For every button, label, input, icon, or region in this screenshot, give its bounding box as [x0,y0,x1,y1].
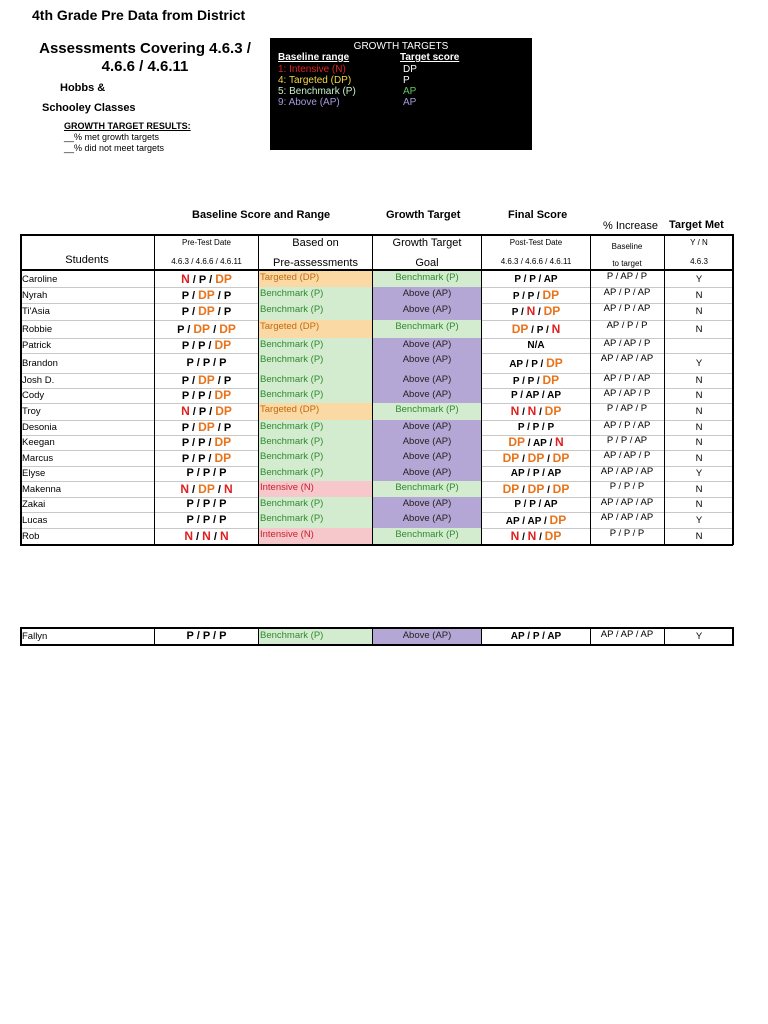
target-met: Y [695,273,703,285]
pre-test-scores: P / P / DP [181,450,232,465]
student-name: Fallyn [22,631,48,642]
col-pct-increase: % Increase [603,220,659,232]
baseline-range: Benchmark (P) [259,466,373,481]
pre-test-scores: N / DP / N [180,481,233,496]
pre-test-scores: N / P / DP [181,404,232,418]
page-title [30,40,260,76]
target-met: N [695,289,703,301]
growth-goal: Above (AP) [373,420,481,435]
final-scores: DP / DP / DP [502,450,570,465]
hdr-post-test-date: Post-Test Date [509,238,563,247]
growth-goal: Above (AP) [373,450,481,466]
growth-goal: Above (AP) [373,373,481,388]
final-scores: P / P / AP [514,273,558,285]
legend-target-0: DP [403,64,417,75]
hdr-met-std: 4.6.3 [690,257,708,266]
final-scores: DP / DP / DP [502,481,570,496]
pre-test-scores: P / P / P [186,498,227,510]
student-name: Caroline [22,273,58,285]
target-met: Y [695,514,703,526]
pct-increase: AP / AP / AP [600,353,654,364]
final-scores: P / P / DP [512,287,560,302]
pct-increase: AP / AP / P [603,450,651,461]
column-divider [664,234,665,545]
growth-goal: Above (AP) [373,287,481,303]
final-scores: AP / AP / DP [505,512,567,527]
pct-increase: AP / AP / P [603,388,651,399]
growth-goal: Benchmark (P) [373,481,481,497]
pct-increase: AP / AP / P [603,338,651,349]
baseline-range: Benchmark (P) [259,287,373,303]
student-name: Patrick [22,340,52,351]
final-scores: P / N / DP [511,304,561,318]
pre-test-scores: P / DP / P [181,373,232,387]
col-target-met: Target Met [669,219,724,231]
teacher-line-2: Schooley Classes [42,102,136,114]
pre-test-scores: P / P / DP [181,388,232,402]
pct-increase: P / AP / P [606,271,648,282]
target-met: N [695,483,703,495]
final-scores: P / AP / AP [510,390,562,401]
final-scores: P / P / DP [512,373,560,387]
baseline-range: Benchmark (P) [259,388,373,403]
extra-column-divider [590,627,591,646]
pre-test-scores: P / DP / DP [177,321,236,336]
extra-row-bottom-border [20,644,733,646]
growth-goal: Above (AP) [373,353,481,373]
pre-test-scores: P / P / P [186,356,227,369]
pct-increase: AP / AP / AP [600,629,654,640]
pre-test-scores: P / P / P [186,467,227,479]
target-met: N [695,375,703,386]
hdr-pre-assessments: Pre-assessments [273,257,358,269]
student-name: Robbie [22,323,53,335]
student-name: Keegan [22,437,55,448]
student-name: Ti'Asia [22,306,50,317]
baseline-range: Intensive (N) [259,481,373,497]
target-met: N [695,390,703,401]
pct-increase: P / P / P [609,528,645,539]
pre-test-scores: P / DP / P [181,420,232,434]
pct-increase: AP / AP / AP [600,512,654,523]
extra-column-divider [664,627,665,646]
hdr-growth-goal-1: Growth Target [392,237,462,249]
final-scores: N / N / DP [510,404,562,418]
legend-target-2: AP [403,86,417,97]
hdr-baseline-1: Baseline [611,242,643,251]
target-met: N [695,306,703,317]
final-scores: DP / AP / N [508,435,564,449]
pct-increase: P / AP / P [606,403,648,414]
pct-increase: AP / P / P [606,320,648,331]
column-divider [20,234,22,545]
target-met: N [695,323,703,335]
column-divider [481,234,482,545]
title-cut-line: 4th Grade Pre Data from District [32,10,246,20]
column-divider [590,234,591,545]
column-divider [154,234,155,545]
target-met: N [695,437,703,448]
growth-goal: Benchmark (P) [373,403,481,420]
student-name: Cody [22,390,45,401]
legend-range-3: 9: Above (AP) [278,97,340,108]
student-name: Rob [22,531,40,542]
baseline-range: Benchmark (P) [259,353,373,373]
results-not-met: __% did not meet targets [64,143,165,153]
baseline-range: Benchmark (P) [259,338,373,353]
pre-test-scores: P / P / DP [181,338,232,352]
baseline-range: Benchmark (P) [259,629,373,644]
target-met: N [695,531,703,542]
results-met: __% met growth targets [64,132,160,142]
extra-column-divider [258,627,259,646]
hdr-baseline-2: to target [612,259,642,268]
target-met: Y [695,631,703,642]
growth-goal: Benchmark (P) [373,528,481,545]
extra-column-divider [154,627,155,646]
extra-column-divider [372,627,373,646]
student-name: Brandon [22,357,58,369]
baseline-range: Targeted (DP) [259,320,373,338]
growth-goal: Above (AP) [373,512,481,528]
hdr-pre-test-std: 4.6.3 / 4.6.6 / 4.6.11 [171,257,242,266]
student-name: Desonia [22,422,57,433]
growth-goal: Benchmark (P) [373,320,481,338]
baseline-range: Targeted (DP) [259,271,373,287]
target-met: N [695,452,703,464]
legend-title: GROWTH TARGETS [353,41,449,52]
growth-results [64,121,191,154]
baseline-range: Benchmark (P) [259,450,373,466]
pct-increase: P / P / P [609,481,645,492]
column-divider [732,234,734,545]
student-name: Makenna [22,483,62,495]
pct-increase: AP / P / AP [603,303,651,314]
target-met: Y [695,357,703,369]
growth-goal: Above (AP) [373,388,481,403]
baseline-range: Benchmark (P) [259,420,373,435]
growth-targets-legend [270,38,532,150]
growth-goal: Above (AP) [373,466,481,481]
hdr-yn: Y / N [690,238,708,247]
final-scores: P / P / AP [514,499,558,510]
growth-goal: Benchmark (P) [373,271,481,287]
results-heading: GROWTH TARGET RESULTS: [64,121,191,131]
col-growth-target: Growth Target [386,209,461,221]
baseline-range: Intensive (N) [259,528,373,545]
legend-target-3: AP [403,97,417,108]
baseline-range: Benchmark (P) [259,373,373,388]
target-met: N [695,499,703,510]
pct-increase: AP / AP / AP [600,466,654,477]
target-met: N [695,422,703,433]
baseline-range: Benchmark (P) [259,303,373,320]
extra-column-divider [732,627,734,646]
target-met: N [695,406,703,417]
student-name: Lucas [22,514,48,526]
student-name: Elyse [22,468,46,479]
student-name: Josh D. [22,375,55,386]
legend-col-baseline: Baseline range [278,52,350,63]
pre-test-scores: P / DP / P [181,287,232,302]
baseline-range: Targeted (DP) [259,403,373,420]
baseline-range: Benchmark (P) [259,497,373,512]
pct-increase: AP / P / AP [603,373,651,384]
pre-test-scores: N / N / N [184,529,229,543]
hdr-growth-goal-2: Goal [415,257,439,269]
title-line-1: Assessments Covering 4.6.3 / [39,40,251,57]
pre-test-scores: P / DP / P [181,304,232,318]
hdr-pre-test-date: Pre-Test Date [182,238,231,247]
student-name: Troy [22,406,41,417]
pct-increase: P / P / AP [606,435,648,446]
baseline-range: Benchmark (P) [259,435,373,450]
column-divider [258,234,259,545]
col-final-score: Final Score [508,209,568,221]
final-scores: N/A [527,340,545,351]
hdr-based-on: Based on [292,237,339,249]
pre-test-scores: N / P / DP [181,271,232,286]
final-scores: AP / P / AP [510,468,562,479]
growth-goal: Above (AP) [373,338,481,353]
pre-test-scores: P / P / P [186,630,227,642]
extra-column-divider [481,627,482,646]
pre-test-scores: P / P / DP [181,435,232,449]
extra-column-divider [20,627,22,646]
baseline-range: Benchmark (P) [259,512,373,528]
final-scores: AP / P / AP [510,631,562,642]
legend-target-1: P [403,75,410,86]
pct-increase: AP / AP / AP [600,497,654,508]
student-name: Zakai [22,499,46,510]
target-met [665,338,733,353]
legend-range-1: 4: Targeted (DP) [278,75,352,86]
growth-goal: Above (AP) [373,497,481,512]
hdr-post-test-std: 4.6.3 / 4.6.6 / 4.6.11 [500,257,572,266]
final-scores: N / N / DP [510,529,562,543]
title-line-2: 4.6.6 / 4.6.11 [101,58,189,75]
table-top-border [20,234,733,236]
legend-range-2: 5: Benchmark (P) [278,86,356,97]
table-bottom-border [20,544,733,546]
pct-increase: AP / P / AP [603,420,651,431]
column-divider [372,234,373,545]
student-name: Marcus [22,452,54,464]
pct-increase: AP / P / AP [603,287,651,298]
col-baseline-group: Baseline Score and Range [192,209,331,221]
legend-col-target: Target score [400,52,460,63]
hdr-students: Students [65,254,109,266]
target-met: Y [695,468,703,479]
pre-test-scores: P / P / P [186,513,227,526]
teacher-line-1: Hobbs & [60,82,106,94]
final-scores: AP / P / DP [509,355,563,370]
student-name: Nyrah [22,289,48,301]
legend-range-0: 1: Intensive (N) [278,64,346,75]
growth-goal: Above (AP) [373,435,481,450]
growth-goal: Above (AP) [373,303,481,320]
final-scores: P / P / P [517,422,555,433]
final-scores: DP / P / N [511,321,561,336]
growth-goal: Above (AP) [373,629,481,644]
